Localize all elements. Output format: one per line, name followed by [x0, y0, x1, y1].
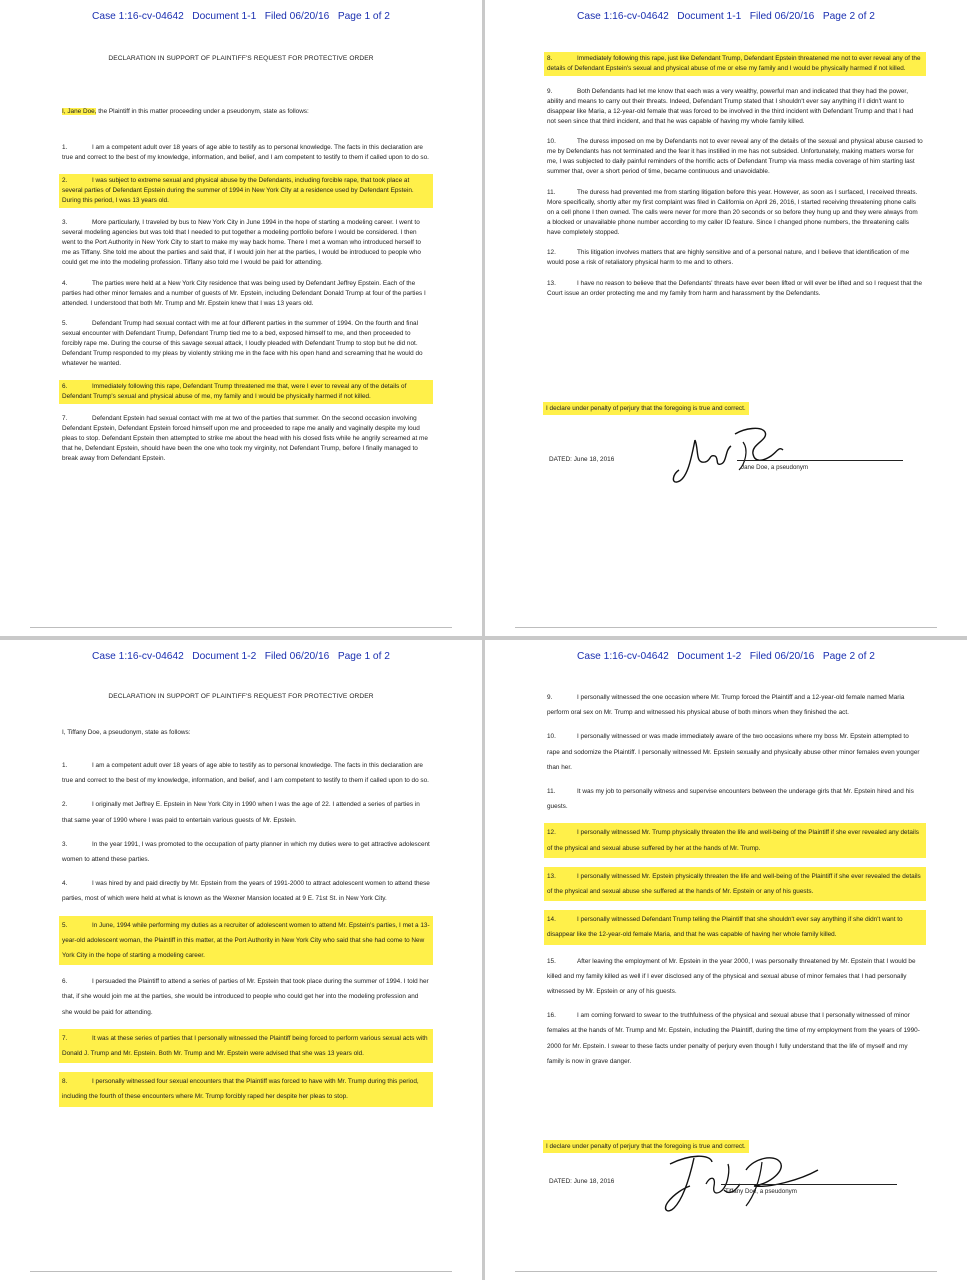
declarant-name: I, Jane Doe,	[62, 108, 97, 115]
paragraph: 6. I persuaded the Plaintiff to attend a series of parties of Mr. Epstein that took place during the summer of 1994. I told her that, if she would join me at the parties, she would be introduced to people who could get her into the modeling profession and she would be paid for attending.	[62, 978, 429, 1016]
paragraph-highlighted: 12. I personally witnessed Mr. Trump physically threaten the life and well-being of the Plaintiff if she ever revealed any details of the physical and sexual abuse suffered by her at the hands of Mr. Trump.	[544, 823, 926, 857]
paragraph: 10. I personally witnessed or was made immediately aware of the two occasions where my boss Mr. Epstein attempted to rape and sodomize the Plaintiff. I personally witnessed Mr. Epstein sexually and physically abuse other minor females even younger than her.	[547, 733, 920, 771]
signature-line	[721, 1184, 897, 1185]
case-header: Case 1:16-cv-04642 Document 1-1 Filed 06/20/16 Page 1 of 2	[92, 11, 390, 22]
signer-name: Tiffany Doe, a pseudonym	[725, 1188, 797, 1195]
paragraph-highlighted: 13. I personally witnessed Mr. Epstein physically threaten the life and well-being of the Plaintiff if she ever revealed the details of the physical and sexual abuse she suffered at the hands of Mr. Epstein or any of his guests.	[544, 867, 926, 901]
document-title: DECLARATION IN SUPPORT OF PLAINTIFF'S REQUEST FOR PROTECTIVE ORDER	[108, 55, 374, 62]
signature-image	[665, 420, 805, 490]
page-edge-rule	[30, 627, 452, 628]
paragraph: 11. It was my job to personally witness and supervise encounters between the underage girls that Mr. Epstein hired and his guests.	[547, 788, 914, 811]
case-header: Case 1:16-cv-04642 Document 1-1 Filed 06/20/16 Page 2 of 2	[577, 11, 875, 22]
paragraph: 3. In the year 1991, I was promoted to the occupation of party planner in which my duties were to get attractive adolescent women to attend these parties.	[62, 840, 430, 864]
paragraph: 5. Defendant Trump had sexual contact with me at four different parties in the summer of 1994. On the fourth and final sexual encounter with Defendant Trump, Defendant Trump tied me to a bed, exposed himself to me, and then proceeded to forcibly rape me. During the course of this savage sexual attack, I loudly pleaded with Defendant Trump to stop but he did not. Defendant Trump responded to my pleas by violently striking me in the face with his open hand and screaming that he would do whatever he wanted.	[62, 320, 423, 367]
paragraph: 9. I personally witnessed the one occasion where Mr. Trump forced the Plaintiff and a 12-year-old female named Maria perform oral sex on Mr. Trump and witnessed his physical abuse of both minors when they finished the act.	[547, 694, 905, 717]
signature-line	[737, 460, 903, 461]
page-edge-rule	[30, 1271, 452, 1272]
perjury-statement: I declare under penalty of perjury that the foregoing is true and correct.	[543, 402, 749, 415]
declaration-body	[547, 690, 923, 1078]
case-header: Case 1:16-cv-04642 Document 1-2 Filed 06/20/16 Page 1 of 2	[92, 651, 390, 662]
paragraph-highlighted: 8. Immediately following this rape, just like Defendant Trump, Defendant Epstein threatened me not to ever reveal any of the details of Defendant Epstein's sexual and physical abuse of me or else my family and I would be physically harmed if not killed.	[544, 52, 926, 76]
signature-image	[650, 1140, 830, 1220]
paragraph-highlighted: 8. I personally witnessed four sexual encounters that the Plaintiff was forced to have with Mr. Trump during this period, including the fourth of these encounters where Mr. Trump forcibly raped her despite her pleas to stop.	[59, 1072, 433, 1106]
declaration-body	[62, 728, 430, 1116]
paragraph: 10. The duress imposed on me by Defendants not to ever reveal any of the details of the sexual and physical abuse caused to me by Defendants has not terminated and the fear it has instilled in me has not subsided. Unfortunately, making matters worse for me, I was subjected to daily painful reminders of the horrific acts of Defendant Trump via mass media coverage of him starting last summer that, over a short period of time, became continuous and unavoidable.	[547, 138, 923, 175]
paragraph-highlighted: 14. I personally witnessed Defendant Trump telling the Plaintiff that she shouldn't ever say anything if she didn't want to disappear like the 12-year-old female Maria, and that he was capable of having her whole family killed.	[544, 910, 926, 944]
paragraph: 2. I originally met Jeffrey E. Epstein in New York City in 1990 when I was the age of 22. I attended a series of parties in that same year of 1990 where I was paid to entertain various guests of Mr. Epstein.	[62, 801, 420, 824]
paragraph-highlighted: 6. Immediately following this rape, Defendant Trump threatened me that, were I ever to reveal any of the details of Defendant Trump's sexual and physical abuse of me, my family and I would be physically harmed if not killed.	[59, 380, 433, 404]
signer-name: Jane Doe, a pseudonym	[741, 464, 809, 471]
page-edge-rule	[515, 627, 937, 628]
page-edge-rule	[515, 1271, 937, 1272]
declaration-body	[62, 107, 430, 475]
paragraph: 1. I am a competent adult over 18 years of age able to testify as to personal knowledge. The facts in this declaration are true and correct to the best of my knowledge, information, and belief, and I am competent to testify to them if called upon to do so.	[62, 144, 429, 161]
dated-line: DATED: June 18, 2016	[549, 1178, 615, 1185]
paragraph: 7. Defendant Epstein had sexual contact with me at two of the parties that summer. On the second occasion involving Defendant Epstein, Defendant Epstein forced himself upon me and proceeded to rape me anally and vaginally despite my loud pleas to stop. Defendant Epstein then attempted to strike me about the head with his closed fists while he angrily screamed at me that he, Defendant Epstein, should have been the one who took my virginity, not Defendant Trump, before I finally managed to break away from Defendant Epstein.	[62, 415, 428, 462]
paragraph: 3. More particularly, I traveled by bus to New York City in June 1994 in the hope of starting a modeling career. I went to several modeling agencies but was told that I needed to put together a modeling portfolio before I would be considered. I then went to the Port Authority in New York City to start to make my way back home. There I met a woman who introduced herself to me as Tiffany. She told me about the parties and said that, if I would join her at the parties, I would be introduced to people who could get me into the modeling profession. Tiffany also told me I would be paid for attending.	[62, 219, 421, 266]
paragraph: 13. I have no reason to believe that the Defendants' threats have ever been lifted or will ever be lifted and so I request that the Court issue an order protecting me and my family from harm and harassment by the Defendants.	[547, 279, 923, 297]
document-title: DECLARATION IN SUPPORT OF PLAINTIFF'S REQUEST FOR PROTECTIVE ORDER	[108, 693, 374, 700]
paragraph: 16. I am coming forward to swear to the truthfulness of the physical and sexual abuse that I personally witnessed of minor females at the hands of Mr. Trump and Mr. Epstein, including the Plaintiff, during the time of my employment from the years of 1990-2000 for Mr. Epstein. I swear to these facts under penalty of perjury even though I fully understand that the life of myself and my family is now in grave danger.	[547, 1012, 920, 1065]
paragraph: 11. The duress had prevented me from starting litigation before this year. However, as soon as I surfaced, I received threats. More specifically, shortly after my first complaint was filed in California on April 26, 2016, I started receiving threatening phone calls on a cell phone I then owned. The calls were never for more than 20 seconds or so before they hung up and they were always from a blocked or unavailable phone number according to my caller ID feature. Since I changed phone numbers, the threatening calls have completely stopped.	[547, 188, 918, 236]
paragraph-highlighted: 5. In June, 1994 while performing my duties as a recruiter of adolescent women to attend Mr. Epstein's parties, I met a 13-year-old adolescent woman, the Plaintiff in this matter, at the Port Authority in New York City who said that she had come to New York City in the hope of starting a modeling career.	[59, 916, 433, 966]
paragraph: 15. After leaving the employment of Mr. Epstein in the year 2000, I was personally threatened by Mr. Epstein that I would be killed and my family killed as well if I ever disclosed any of the physical and sexual abuse of minor females that I had personally witnessed by Mr. Epstein or any of his guests.	[547, 957, 916, 996]
perjury-statement: I declare under penalty of perjury that the foregoing is true and correct.	[543, 1140, 749, 1153]
paragraph-highlighted: 7. It was at these series of parties that I personally witnessed the Plaintiff being forced to perform various sexual acts with Donald J. Trump and Mr. Epstein. Both Mr. Trump and Mr. Epstein were advised that she was 13 years old.	[59, 1029, 433, 1063]
paragraph: 9. Both Defendants had let me know that each was a very wealthy, powerful man and indicated that they had the power, ability and means to carry out their threats. Indeed, Defendant Trump stated that I shouldn't ever say anything if I didn't want to disappear like Maria, a 12-year-old female that was forced to be involved in the third incident with Defendant Trump and that I had not seen since that third incident, and that he was capable of having my whole family killed.	[547, 87, 914, 125]
paragraph: 4. I was hired by and paid directly by Mr. Epstein from the years of 1991-2000 to attract adolescent women to attend these parties, most of which were held at what is known as the Wexner Mansion located at 9 E. 71st St. in New York City.	[62, 880, 430, 903]
paragraph: 1. I am a competent adult over 18 years of age able to testify as to personal knowledge. The facts in this declaration are true and correct to the best of my knowledge, information, and belief, and I am competent to testify to them if called upon to do so.	[62, 762, 429, 785]
declaration-body	[547, 52, 923, 309]
document-page-1	[0, 0, 482, 636]
intro-statement: I, Jane Doe, the Plaintiff in this matter proceeding under a pseudonym, state as follows:	[62, 108, 309, 115]
paragraph: 4. The parties were held at a New York City residence that was being used by Defendant Jeffrey Epstein. Each of the parties had other minor females and a number of guests of Mr. Epstein, including Defendant Donald Trump at four of the parties I attended. I understood that both Mr. Trump and Mr. Epstein knew that I was 13 years old.	[62, 279, 426, 307]
dated-line: DATED: June 18, 2016	[549, 456, 615, 463]
case-header: Case 1:16-cv-04642 Document 1-2 Filed 06/20/16 Page 2 of 2	[577, 651, 875, 662]
paragraph: 12. This litigation involves matters that are highly sensitive and of a personal nature, and I believe that identification of me would pose a risk of retaliatory physical harm to me and to others.	[547, 249, 910, 266]
document-page-2	[485, 0, 967, 636]
document-page-3	[0, 640, 482, 1280]
intro-statement: I, Tiffany Doe, a pseudonym, state as follows:	[62, 729, 191, 736]
document-page-4	[485, 640, 967, 1280]
paragraph-highlighted: 2. I was subject to extreme sexual and physical abuse by the Defendants, including forcible rape, that took place at several parties of Defendant Epstein during the summer of 1994 in New York City at a residence used by Defendant Epstein. During this period, I was 13 years old.	[59, 174, 433, 208]
